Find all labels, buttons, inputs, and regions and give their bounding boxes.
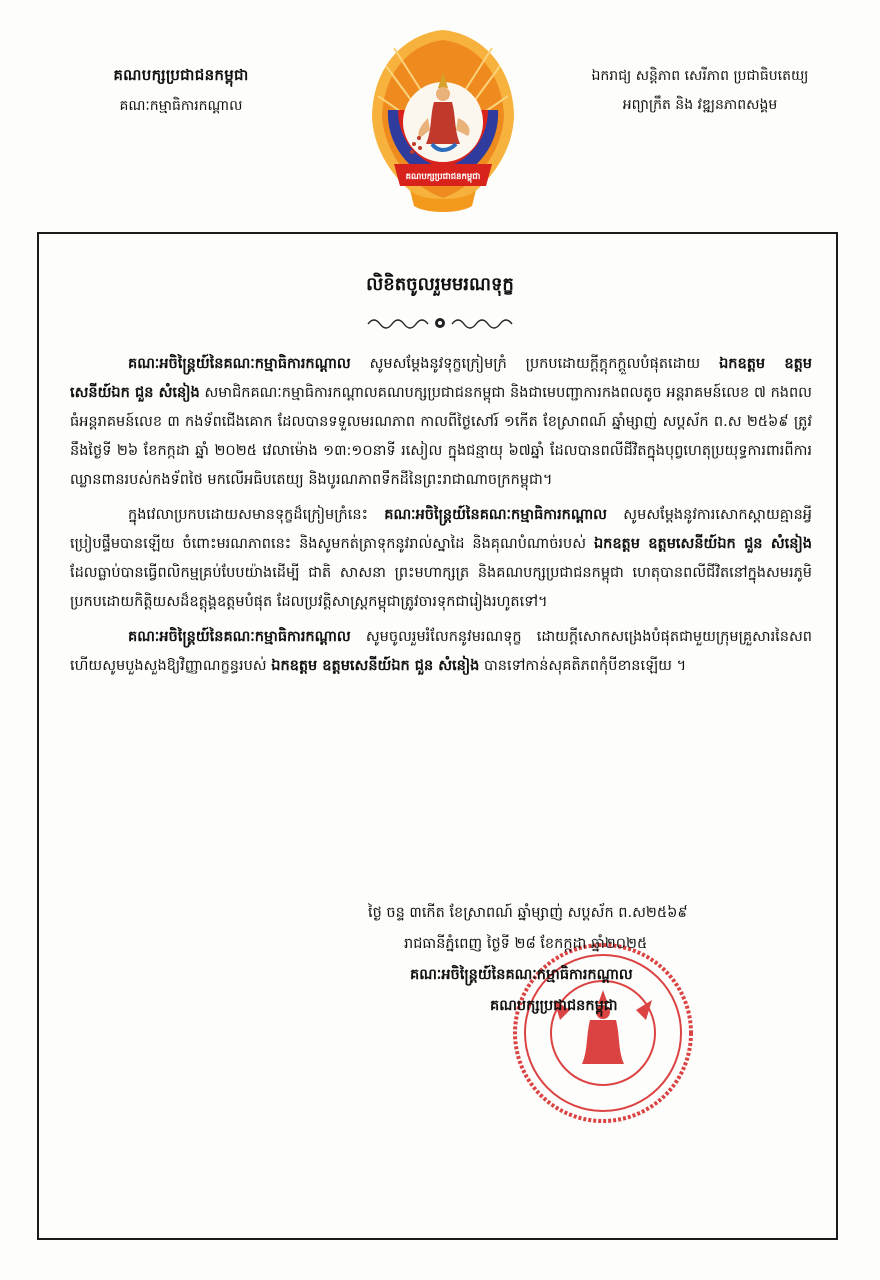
- paragraph-1: [70, 350, 812, 495]
- paragraph-3: [70, 623, 812, 681]
- paragraph-text: សូមសម្តែងនូវការសោកស្តាយគ្មានអ្វីប្រៀបផ្ទឹមបានឡើយ ចំពោះមរណភាពនេះ និងសូមកត់ត្រាទុកនូវរាល់ស្នាដៃ និងគុណបំណាច់របស់: [70, 507, 812, 552]
- letter-title: លិខិតចូលរួមមរណទុក្ខ: [366, 274, 514, 295]
- paragraph-2: [70, 501, 812, 617]
- place-and-date: រាជធានីភ្នំពេញ ថ្ងៃទី ២៨ ខែកក្កដា ឆ្នាំ២០២៥: [404, 936, 648, 952]
- committee-bold: គណៈអចិន្ត្រៃយ៍នៃគណៈកម្មាធិការកណ្តាល: [384, 507, 607, 523]
- national-motto-line2: អព្យាក្រឹត និង វឌ្ឍនភាពសង្គម: [622, 97, 778, 113]
- paragraph-text: សូមចូលរួមរំលែកនូវមរណទុក្ខ ដោយក្តីសោកសង្រេងបំផុតជាមួយក្រុមគ្រួសារនៃសព ហើយសូមបួងសួងឱ្យវិញ្ញាណក្ខន្ធរបស់: [70, 629, 812, 674]
- national-motto-line1: ឯករាជ្យ សន្តិភាព សេរីភាព ប្រជាធិបតេយ្យ: [591, 68, 809, 84]
- party-name: គណបក្សប្រជាជនកម្ពុជា: [113, 66, 249, 84]
- party-logo: [364, 26, 522, 214]
- deceased-name: ឯកឧត្តម ឧត្តមសេនីយ៍ឯក ជួន សំនៀង: [593, 536, 812, 552]
- lunar-date: ថ្ងៃ ចន្ទ ៣កើត ខែស្រាពណ៍ ឆ្នាំម្សាញ់ សប្តស័ក ព.ស២៥៦៩: [368, 905, 688, 921]
- paragraph-text: សូមសម្តែងនូវទុក្ខក្រៀមក្រំ ប្រកបដោយក្តីក្តុកក្តួលបំផុតដោយ: [350, 356, 720, 372]
- committee-bold: គណៈអចិន្ត្រៃយ៍នៃគណៈកម្មាធិការកណ្តាល: [128, 629, 351, 645]
- deceased-name: ឯកឧត្តម ឧត្តមសេនីយ៍ឯក ជួន សំនៀង: [271, 658, 480, 674]
- signatory-party: គណបក្សប្រជាជនកម្ពុជា: [490, 998, 618, 1014]
- paragraph-text: ក្នុងវេលាប្រកបដោយសមានទុក្ខដ៏ក្រៀមក្រំនេះ: [128, 507, 385, 523]
- header-left: [66, 66, 296, 117]
- closing-block: [360, 898, 820, 1022]
- deceased-name: ឯកឧត្តម ឧត្តមសេនីយ៍ឯក ជួន សំនៀង: [70, 356, 812, 401]
- committee-name: គណៈកម្មាធិការកណ្តាល: [119, 98, 243, 114]
- logo-ribbon-text: គណបក្សប្រជាជនកម្ពុជា: [405, 172, 481, 182]
- committee-bold: គណៈអចិន្ត្រៃយ៍នៃគណៈកម្មាធិការកណ្តាល: [128, 356, 351, 372]
- paragraph-text: ដែលធ្លាប់បានធ្វើពលិកម្មគ្រប់បែបយ៉ាងដើម្បី ជាតិ សាសនា ព្រះមហាក្សត្រ និងគណបក្សប្រជាជនកម្ពុជា ហេតុបានពលីជីវិតនៅក្នុងសមរភូមិប្រកបដោយកិត្តិយសដ៏ឧត្តុង្គឧត្តមបំផុត ដែលប្រវត្តិសាស្ត្រកម្ពុជាត្រូវចារទុកជារៀងរហូតទៅ។: [70, 565, 812, 610]
- header-right: [540, 66, 860, 116]
- signatory-committee: គណៈអចិន្ត្រៃយ៍នៃគណៈកម្មាធិការកណ្តាល: [410, 967, 633, 983]
- paragraph-text: បានទៅកាន់សុគតិភពកុំបីខានឡើយ ។: [479, 658, 687, 674]
- ornament-divider-icon: [364, 312, 516, 334]
- paragraph-text: សមាជិកគណៈកម្មាធិការកណ្តាលគណបក្សប្រជាជនកម្ពុជា និងជាមេបញ្ជាការកងពលតូច អន្តរាគមន៍លេខ ៧ កងពលធំអន្តរាគមន៍លេខ ៣ កងទ័ពជើងគោក ដែលបានទទួលមរណភាព កាលពីថ្ងៃសៅរ៍ ១កើត ខែស្រាពណ៍ ឆ្នាំម្សាញ់ សប្តស័ក ព.ស ២៥៦៩ ត្រូវនឹងថ្ងៃទី ២៦ ខែកក្កដា ឆ្នាំ ២០២៥ វេលាម៉ោង ១៣:១០នាទី រសៀល ក្នុងជន្មាយុ ៦៧ឆ្នាំ ដែលបានពលីជីវិតក្នុងបុព្វហេតុប្រយុទ្ធការពារពីការឈ្លានពានរបស់កងទ័ពថៃ មកលើអធិបតេយ្យ និងបូរណភាពទឹកដីនៃព្រះរាជាណាចក្រកម្ពុជា។: [70, 385, 812, 488]
- letter-body: [70, 350, 812, 687]
